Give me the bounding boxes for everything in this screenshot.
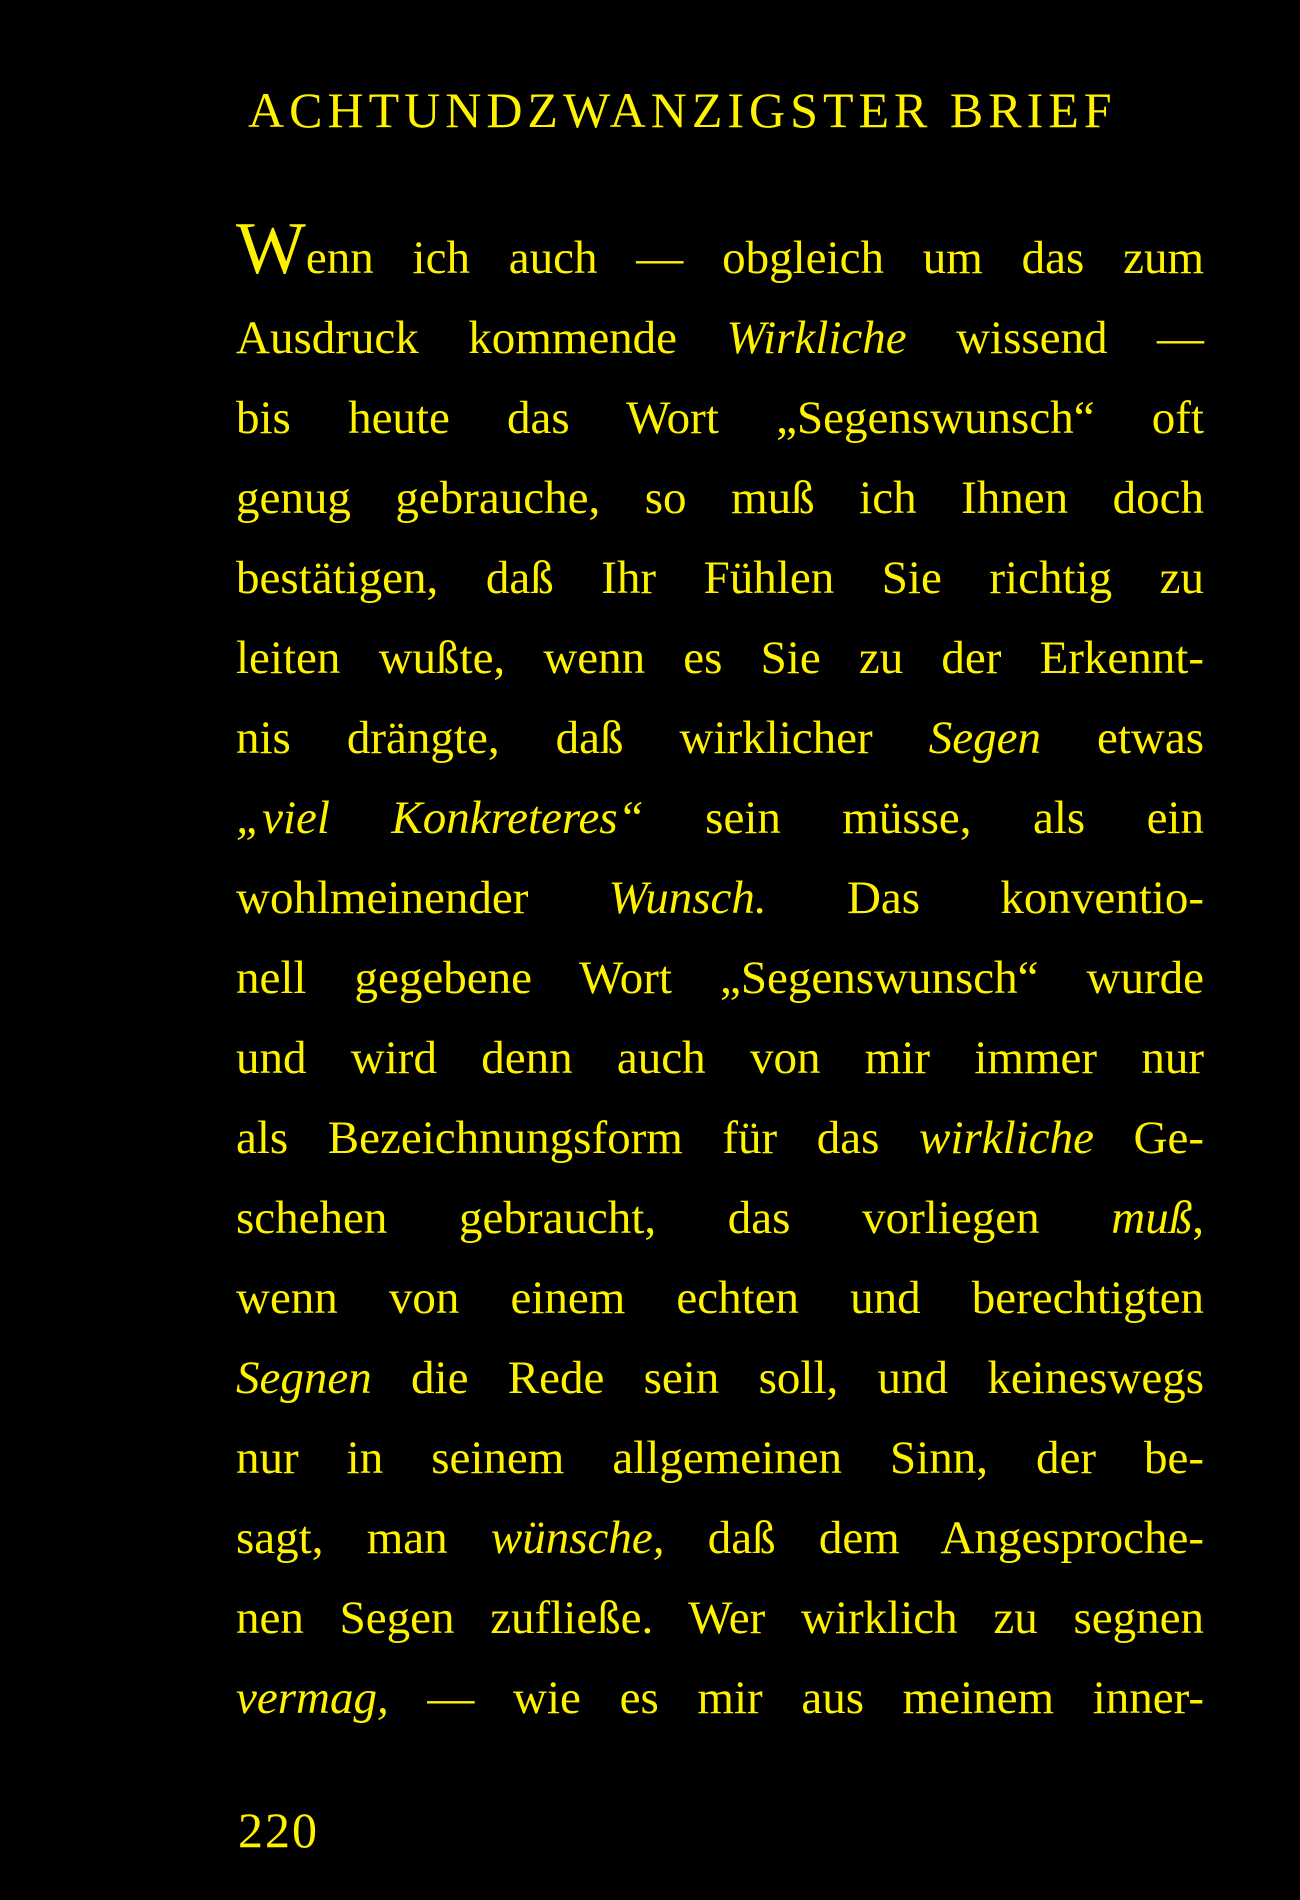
drop-cap: W	[236, 208, 306, 290]
text-segment: Das konventio-	[766, 872, 1204, 924]
text-segment: etwas	[1040, 712, 1205, 764]
emphasis-text: Wirkliche	[726, 312, 907, 364]
text-segment: sein müsse, als ein	[643, 792, 1204, 844]
text-segment: Ausdruck kommende	[236, 312, 727, 364]
text-segment: schehen gebraucht, das vorliegen	[236, 1192, 1112, 1244]
text-segment: sagt, man	[236, 1512, 491, 1564]
text-line-1-content: enn ich auch — obgleich um das zum	[305, 232, 1204, 284]
emphasis-text: Wunsch.	[608, 872, 767, 924]
text-segment: Ge-	[1093, 1112, 1204, 1164]
text-segment: ,	[1192, 1192, 1204, 1244]
text-line-2	[236, 298, 1204, 378]
text-line-8	[236, 778, 1204, 858]
text-line-4: genug gebrauche, so muß ich Ihnen doch	[236, 472, 1204, 524]
text-segment: daß dem Angesproche-	[664, 1512, 1204, 1564]
text-line-15	[236, 1338, 1204, 1418]
text-segment: wissend —	[906, 312, 1204, 364]
text-line-13	[236, 1178, 1204, 1258]
running-header: ACHTUNDZWANZIGSTER BRIEF	[248, 82, 1117, 138]
text-line-11: und wird denn auch von mir immer nur	[236, 1032, 1204, 1084]
letter-body-text	[236, 208, 1205, 1738]
emphasis-text: „viel Konkreteres“	[236, 792, 644, 844]
text-line-17	[236, 1498, 1204, 1578]
emphasis-text: Segen	[928, 712, 1041, 764]
text-line-19	[236, 1658, 1204, 1738]
page-number: 220	[238, 1802, 319, 1858]
text-line-5: bestätigen, daß Ihr Fühlen Sie richtig zu	[236, 552, 1204, 604]
emphasis-text: Segnen	[236, 1352, 372, 1404]
text-line-12	[236, 1098, 1204, 1178]
text-line-16: nur in seinem allgemeinen Sinn, der be-	[236, 1432, 1204, 1484]
text-segment: die Rede sein soll, und keineswegs	[371, 1352, 1204, 1404]
text-segment: — wie es mir aus meinem inner-	[388, 1672, 1204, 1724]
text-line-18: nen Segen zufließe. Wer wirklich zu segnen	[236, 1592, 1204, 1644]
emphasis-text: vermag,	[236, 1672, 389, 1724]
text-line-1	[236, 208, 1204, 298]
text-segment: nis drängte, daß wirklicher	[236, 712, 929, 764]
emphasis-text: wirkliche	[919, 1112, 1094, 1164]
text-line-9	[236, 858, 1204, 938]
text-segment: als Bezeichnungsform für das	[236, 1112, 920, 1164]
emphasis-text: muß	[1111, 1192, 1193, 1244]
text-line-10: nell gegebene Wort „Segenswunsch“ wurde	[236, 952, 1204, 1004]
text-segment: wohlmeinender	[236, 872, 609, 924]
text-line-3: bis heute das Wort „Segenswunsch“ oft	[236, 392, 1204, 444]
text-line-6: leiten wußte, wenn es Sie zu der Erkennt-	[236, 632, 1204, 684]
emphasis-text: wünsche,	[490, 1512, 665, 1564]
text-line-14: wenn von einem echten und berechtigten	[236, 1272, 1204, 1324]
text-line-7	[236, 698, 1204, 778]
